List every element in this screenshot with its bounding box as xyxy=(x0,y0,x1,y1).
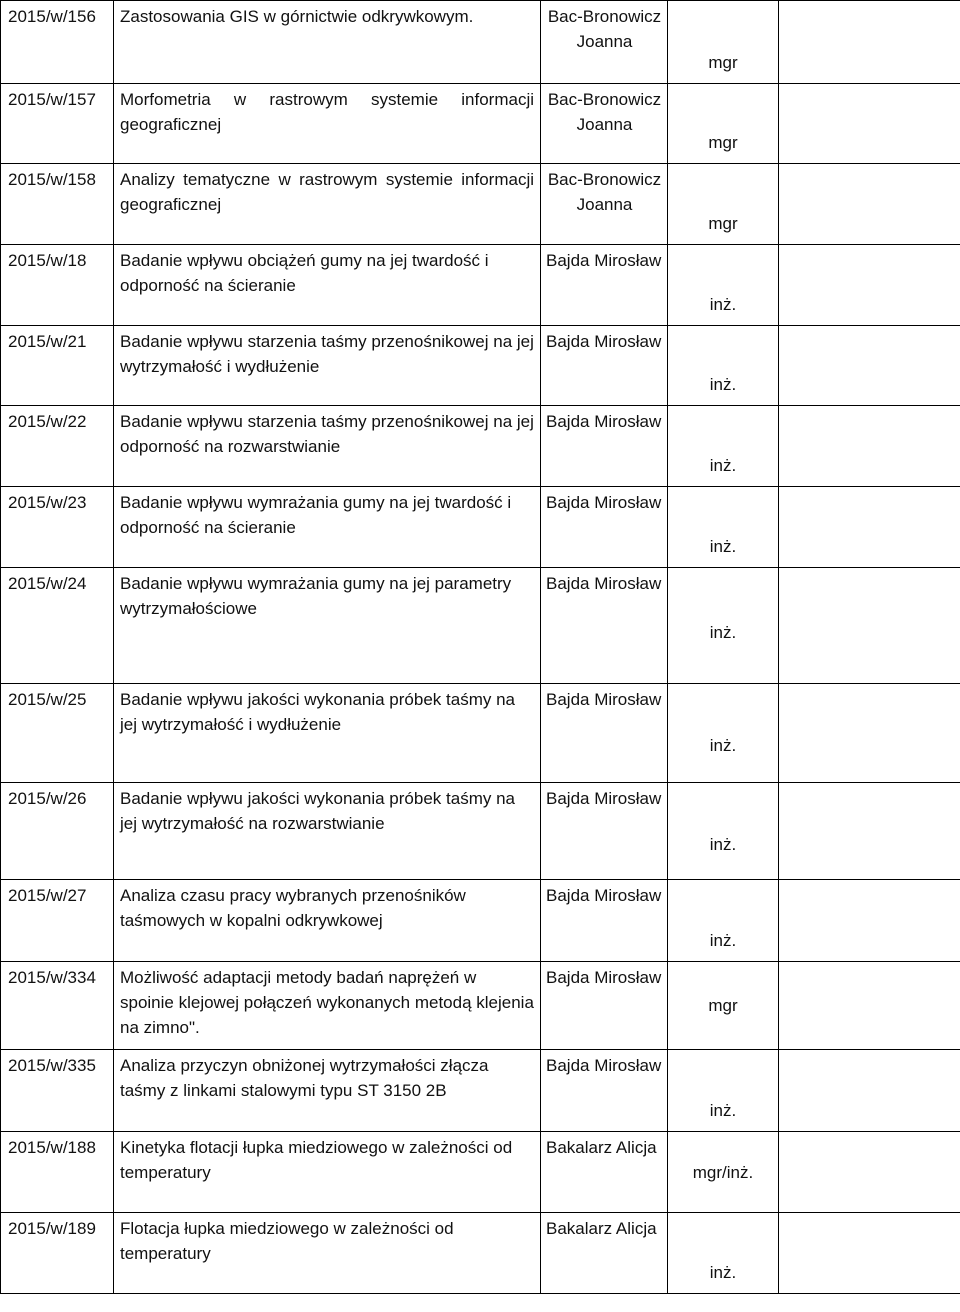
table-row xyxy=(1,1050,960,1132)
degree-level: inż. xyxy=(668,487,779,568)
thesis-id: 2015/w/25 xyxy=(1,684,114,783)
thesis-title: Analiza czasu pracy wybranych przenośników taśmowych w kopalni odkrywkowej xyxy=(114,880,541,962)
thesis-title: Badanie wpływu obciążeń gumy na jej twardość i odporność na ścieranie xyxy=(114,245,541,326)
degree-level: mgr xyxy=(668,164,779,245)
thesis-id: 2015/w/188 xyxy=(1,1132,114,1213)
thesis-id: 2015/w/189 xyxy=(1,1213,114,1294)
table-row xyxy=(1,1132,960,1213)
thesis-id: 2015/w/18 xyxy=(1,245,114,326)
degree-level: inż. xyxy=(668,568,779,684)
thesis-id: 2015/w/22 xyxy=(1,406,114,487)
thesis-title: Badanie wpływu jakości wykonania próbek taśmy na jej wytrzymałość na rozwarstwianie xyxy=(114,783,541,880)
table-row xyxy=(1,487,960,568)
empty-cell xyxy=(779,783,960,880)
empty-cell xyxy=(779,1213,960,1294)
table-row xyxy=(1,880,960,962)
thesis-id: 2015/w/26 xyxy=(1,783,114,880)
supervisor-name: Bajda Mirosław xyxy=(541,487,668,568)
supervisor-name: Bajda Mirosław xyxy=(541,568,668,684)
thesis-id: 2015/w/24 xyxy=(1,568,114,684)
supervisor-name: Bajda Mirosław xyxy=(541,962,668,1050)
thesis-title: Zastosowania GIS w górnictwie odkrywkowym. xyxy=(114,1,541,84)
empty-cell xyxy=(779,326,960,406)
empty-cell xyxy=(779,487,960,568)
empty-cell xyxy=(779,880,960,962)
supervisor-name: Bac-Bronowicz Joanna xyxy=(541,84,668,164)
thesis-id: 2015/w/27 xyxy=(1,880,114,962)
table-row xyxy=(1,326,960,406)
supervisor-name: Bac-Bronowicz Joanna xyxy=(541,164,668,245)
table-row xyxy=(1,1,960,84)
thesis-id: 2015/w/156 xyxy=(1,1,114,84)
supervisor-name: Bakalarz Alicja xyxy=(541,1132,668,1213)
empty-cell xyxy=(779,962,960,1050)
table-row xyxy=(1,84,960,164)
thesis-id: 2015/w/21 xyxy=(1,326,114,406)
empty-cell xyxy=(779,1,960,84)
table-row xyxy=(1,962,960,1050)
supervisor-name: Bajda Mirosław xyxy=(541,1050,668,1132)
degree-level: mgr xyxy=(668,1,779,84)
degree-level: inż. xyxy=(668,1050,779,1132)
degree-level: inż. xyxy=(668,880,779,962)
empty-cell xyxy=(779,164,960,245)
empty-cell xyxy=(779,568,960,684)
degree-level: mgr xyxy=(668,84,779,164)
thesis-title: Badanie wpływu wymrażania gumy na jej parametry wytrzymałościowe xyxy=(114,568,541,684)
supervisor-name: Bakalarz Alicja xyxy=(541,1213,668,1294)
thesis-title: Badanie wpływu jakości wykonania próbek taśmy na jej wytrzymałość i wydłużenie xyxy=(114,684,541,783)
degree-level: inż. xyxy=(668,326,779,406)
thesis-id: 2015/w/157 xyxy=(1,84,114,164)
supervisor-name: Bajda Mirosław xyxy=(541,326,668,406)
supervisor-name: Bac-Bronowicz Joanna xyxy=(541,1,668,84)
table-row xyxy=(1,783,960,880)
table-row xyxy=(1,568,960,684)
table-row xyxy=(1,245,960,326)
degree-level: mgr xyxy=(668,962,779,1050)
thesis-id: 2015/w/23 xyxy=(1,487,114,568)
table-row xyxy=(1,1213,960,1294)
supervisor-name: Bajda Mirosław xyxy=(541,880,668,962)
empty-cell xyxy=(779,684,960,783)
empty-cell xyxy=(779,1050,960,1132)
thesis-title: Analiza przyczyn obniżonej wytrzymałości złącza taśmy z linkami stalowymi typu ST 3150 2B xyxy=(114,1050,541,1132)
degree-level: inż. xyxy=(668,245,779,326)
degree-level: mgr/inż. xyxy=(668,1132,779,1213)
degree-level: inż. xyxy=(668,1213,779,1294)
supervisor-name: Bajda Mirosław xyxy=(541,684,668,783)
table-row xyxy=(1,684,960,783)
thesis-title: Flotacja łupka miedziowego w zależności od temperatury xyxy=(114,1213,541,1294)
empty-cell xyxy=(779,245,960,326)
degree-level: inż. xyxy=(668,783,779,880)
thesis-title: Możliwość adaptacji metody badań naprężeń w spoinie klejowej połączeń wykonanych metodą klejenia na zimno". xyxy=(114,962,541,1050)
thesis-title: Analizy tematyczne w rastrowym systemie informacji geograficznej xyxy=(114,164,541,245)
table-row xyxy=(1,406,960,487)
thesis-title: Badanie wpływu starzenia taśmy przenośnikowej na jej wytrzymałość i wydłużenie xyxy=(114,326,541,406)
supervisor-name: Bajda Mirosław xyxy=(541,406,668,487)
thesis-id: 2015/w/335 xyxy=(1,1050,114,1132)
empty-cell xyxy=(779,1132,960,1213)
degree-level: inż. xyxy=(668,406,779,487)
thesis-title: Morfometria w rastrowym systemie informacji geograficznej xyxy=(114,84,541,164)
supervisor-name: Bajda Mirosław xyxy=(541,245,668,326)
thesis-title: Kinetyka flotacji łupka miedziowego w zależności od temperatury xyxy=(114,1132,541,1213)
supervisor-name: Bajda Mirosław xyxy=(541,783,668,880)
thesis-id: 2015/w/158 xyxy=(1,164,114,245)
empty-cell xyxy=(779,406,960,487)
degree-level: inż. xyxy=(668,684,779,783)
thesis-title: Badanie wpływu wymrażania gumy na jej twardość i odporność na ścieranie xyxy=(114,487,541,568)
thesis-id: 2015/w/334 xyxy=(1,962,114,1050)
thesis-title: Badanie wpływu starzenia taśmy przenośnikowej na jej odporność na rozwarstwianie xyxy=(114,406,541,487)
empty-cell xyxy=(779,84,960,164)
table-row xyxy=(1,164,960,245)
